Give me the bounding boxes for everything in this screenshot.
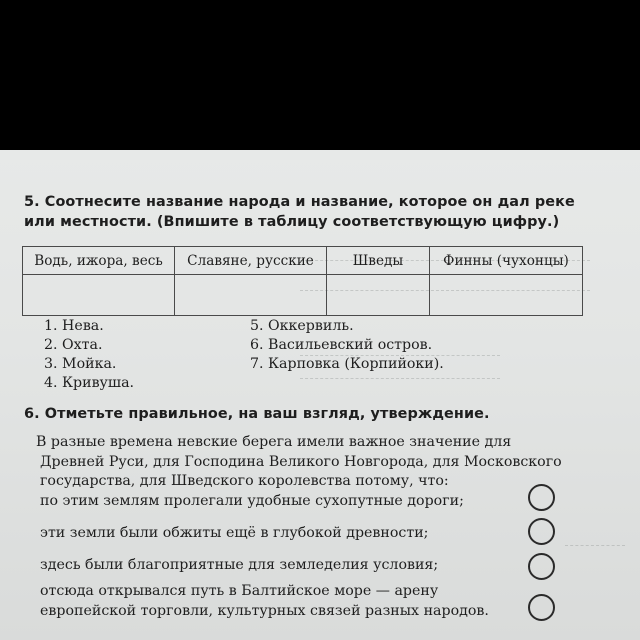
option-1-circle[interactable] bbox=[528, 484, 555, 511]
list-item: 6. Васильевский остров. bbox=[250, 337, 433, 353]
stem-line-3: государства, для Шведского королевства потому, что: bbox=[40, 473, 449, 489]
stem-line-1: В разные времена невские берега имели важное значение для bbox=[36, 434, 512, 450]
option-4-line-1: отсюда открывался путь в Балтийское море — арену bbox=[40, 583, 439, 599]
list-item: 3. Мойка. bbox=[44, 356, 117, 372]
names-list-right bbox=[250, 317, 444, 374]
answer-cell-vod[interactable] bbox=[23, 275, 175, 316]
answer-cell-slavs[interactable] bbox=[175, 275, 327, 316]
stem-line-2: Древней Руси, для Господина Великого Новгорода, для Московского bbox=[40, 453, 562, 470]
list-item: 4. Кривуша. bbox=[44, 375, 135, 391]
list-item: 5. Оккервиль. bbox=[250, 318, 354, 334]
task-6-title: 6. Отметьте правильное, на ваш взгляд, утверждение. bbox=[24, 406, 490, 422]
task-5-title-line2: или местности. (Впишите в таблицу соответствующую цифру.) bbox=[24, 214, 560, 230]
option-4-line-2: европейской торговли, культурных связей разных народов. bbox=[40, 602, 489, 619]
answer-table bbox=[22, 246, 583, 316]
list-item: 7. Карповка (Корпийоки). bbox=[250, 356, 444, 372]
answer-cell-finns[interactable] bbox=[430, 275, 583, 316]
list-item: 1. Нева. bbox=[44, 318, 104, 334]
table-answer-row bbox=[23, 275, 583, 316]
answer-cell-swedes[interactable] bbox=[327, 275, 430, 316]
table-header-row bbox=[23, 247, 583, 275]
option-3-text: здесь были благоприятные для земледелия условия; bbox=[40, 557, 439, 573]
task-6-stem bbox=[36, 433, 588, 492]
workbook-page bbox=[0, 150, 640, 640]
task-5-title bbox=[24, 192, 614, 232]
option-1-text: по этим землям пролегали удобные сухопутные дороги; bbox=[40, 493, 464, 509]
task-5-title-line1: 5. Соотнесите название народа и название, которое он дал реке bbox=[24, 194, 575, 210]
option-3-circle[interactable] bbox=[528, 553, 555, 580]
option-2-text: эти земли были обжиты ещё в глубокой древности; bbox=[40, 525, 429, 541]
header-swedes: Шведы bbox=[327, 247, 430, 275]
option-4-circle[interactable] bbox=[528, 594, 555, 621]
header-vod-izhora-ves: Водь, ижора, весь bbox=[23, 247, 175, 275]
option-4-text bbox=[40, 582, 489, 621]
header-finns: Финны (чухонцы) bbox=[430, 247, 583, 275]
option-2-circle[interactable] bbox=[528, 518, 555, 545]
list-item: 2. Охта. bbox=[44, 337, 103, 353]
names-list-left bbox=[44, 317, 134, 393]
header-slavs: Славяне, русские bbox=[175, 247, 327, 275]
